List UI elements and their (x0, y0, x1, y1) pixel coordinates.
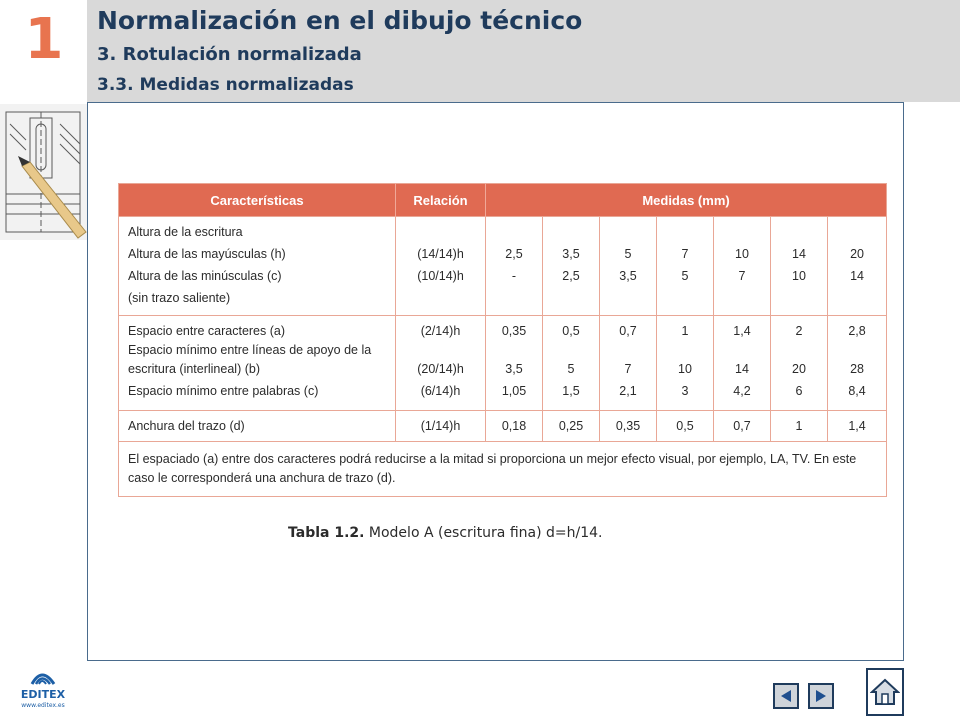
value: 20 (792, 362, 806, 376)
value-cell (771, 217, 828, 316)
value-cell (543, 217, 600, 316)
technical-drawing-image (0, 104, 87, 240)
header-medidas: Medidas (mm) (486, 184, 887, 217)
logo-text: EDITEX (20, 688, 66, 701)
section-title: 3.3. Medidas normalizadas (97, 75, 354, 95)
header-bar (0, 0, 960, 102)
value: - (511, 269, 517, 283)
value: 0,5 (562, 324, 580, 338)
value-cell (486, 316, 543, 411)
relation-cell (396, 411, 486, 442)
value: 1,05 (501, 384, 527, 398)
value: 2 (795, 324, 803, 338)
table-row (119, 217, 887, 316)
value: 3,5 (562, 247, 580, 261)
characteristics-cell (119, 316, 396, 411)
value-cell (600, 217, 657, 316)
relation-line: (10/14)h (417, 269, 464, 283)
header-relacion: Relación (396, 184, 486, 217)
relation-line: (20/14)h (417, 362, 464, 376)
value: 3,5 (505, 362, 523, 376)
value-cell (828, 316, 887, 411)
logo-url: www.editex.es (21, 702, 65, 709)
header-caracteristicas: Características (119, 184, 396, 217)
value: 2,5 (505, 247, 523, 261)
value-cell: 0,5 (657, 411, 714, 442)
value: 1,5 (562, 384, 580, 398)
value-cell (657, 316, 714, 411)
value: 10 (678, 362, 692, 376)
right-triangle-icon (813, 688, 829, 704)
page-subtitle: 3. Rotulación normalizada (97, 44, 362, 65)
table-note: El espaciado (a) entre dos caracteres podrá reducirse a la mitad si proporciona un mejor efecto visual, por ejemplo, LA, TV. En este caso le corresponderá una anchura de trazo (d). (119, 442, 887, 497)
value: 1,4 (733, 324, 751, 338)
value: 10 (735, 247, 749, 261)
value-cell: 0,7 (714, 411, 771, 442)
measurements-table (118, 183, 886, 497)
value-cell: 1,4 (828, 411, 887, 442)
next-button[interactable] (808, 683, 834, 709)
value: 7 (738, 269, 746, 283)
label-line: Espacio entre caracteres (a) (128, 324, 286, 338)
value: 14 (850, 269, 864, 283)
table-row (119, 411, 887, 442)
chapter-badge (0, 0, 87, 102)
table-caption (288, 525, 603, 541)
value: 2,1 (619, 384, 637, 398)
value: 7 (624, 362, 632, 376)
note-row (119, 442, 887, 497)
value: 4,2 (733, 384, 751, 398)
caption-label: Tabla 1.2. (288, 525, 365, 541)
value-cell (486, 217, 543, 316)
label-line: (sin trazo saliente) (128, 291, 231, 305)
label-line: Altura de las minúsculas (c) (128, 269, 282, 283)
characteristics-cell (119, 217, 396, 316)
relation-cell (396, 217, 486, 316)
value-cell (543, 316, 600, 411)
relation-line (398, 221, 483, 243)
relation-line: (1/14)h (420, 419, 461, 433)
chapter-number: 1 (24, 7, 64, 72)
label-line: Espacio mínimo entre líneas de apoyo de la (128, 343, 372, 357)
relation-line (398, 342, 483, 358)
value: 20 (850, 247, 864, 261)
value: 0,7 (619, 324, 637, 338)
label-line: Espacio mínimo entre palabras (c) (128, 384, 319, 398)
value: 5 (624, 247, 632, 261)
label-line: Anchura del trazo (d) (128, 419, 245, 433)
value-cell: 0,18 (486, 411, 543, 442)
value-cell: 0,35 (600, 411, 657, 442)
label-line: Altura de las mayúsculas (h) (128, 247, 286, 261)
value-cell (714, 217, 771, 316)
value: 0,35 (501, 324, 527, 338)
value: 8,4 (848, 384, 866, 398)
value: 2,8 (848, 324, 866, 338)
value: 5 (681, 269, 689, 283)
table-row (119, 316, 887, 411)
value-cell: 0,25 (543, 411, 600, 442)
value: 2,5 (562, 269, 580, 283)
value: 28 (850, 362, 864, 376)
relation-line: (14/14)h (417, 247, 464, 261)
value: 3 (681, 384, 689, 398)
value: 6 (795, 384, 803, 398)
value: 14 (792, 247, 806, 261)
value-cell (771, 316, 828, 411)
value-cell (600, 316, 657, 411)
relation-line: (2/14)h (420, 324, 461, 338)
label-line: escritura (interlineal) (b) (128, 362, 260, 376)
caption-text: Modelo A (escritura fina) d=h/14. (364, 525, 603, 541)
characteristics-cell (119, 411, 396, 442)
home-button[interactable] (866, 668, 904, 716)
value: 10 (792, 269, 806, 283)
left-triangle-icon (778, 688, 794, 704)
value: 3,5 (619, 269, 637, 283)
relation-line (398, 287, 483, 309)
relation-line: (6/14)h (420, 384, 461, 398)
value-cell (714, 316, 771, 411)
value-cell (828, 217, 887, 316)
value: 14 (735, 362, 749, 376)
relation-cell (396, 316, 486, 411)
value-cell (657, 217, 714, 316)
value: 1 (681, 324, 689, 338)
value-cell: 1 (771, 411, 828, 442)
previous-button[interactable] (773, 683, 799, 709)
page-title: Normalización en el dibujo técnico (97, 6, 583, 35)
home-icon (870, 677, 900, 707)
label-line: Altura de la escritura (128, 225, 243, 239)
value: 7 (681, 247, 689, 261)
value: 5 (567, 362, 575, 376)
